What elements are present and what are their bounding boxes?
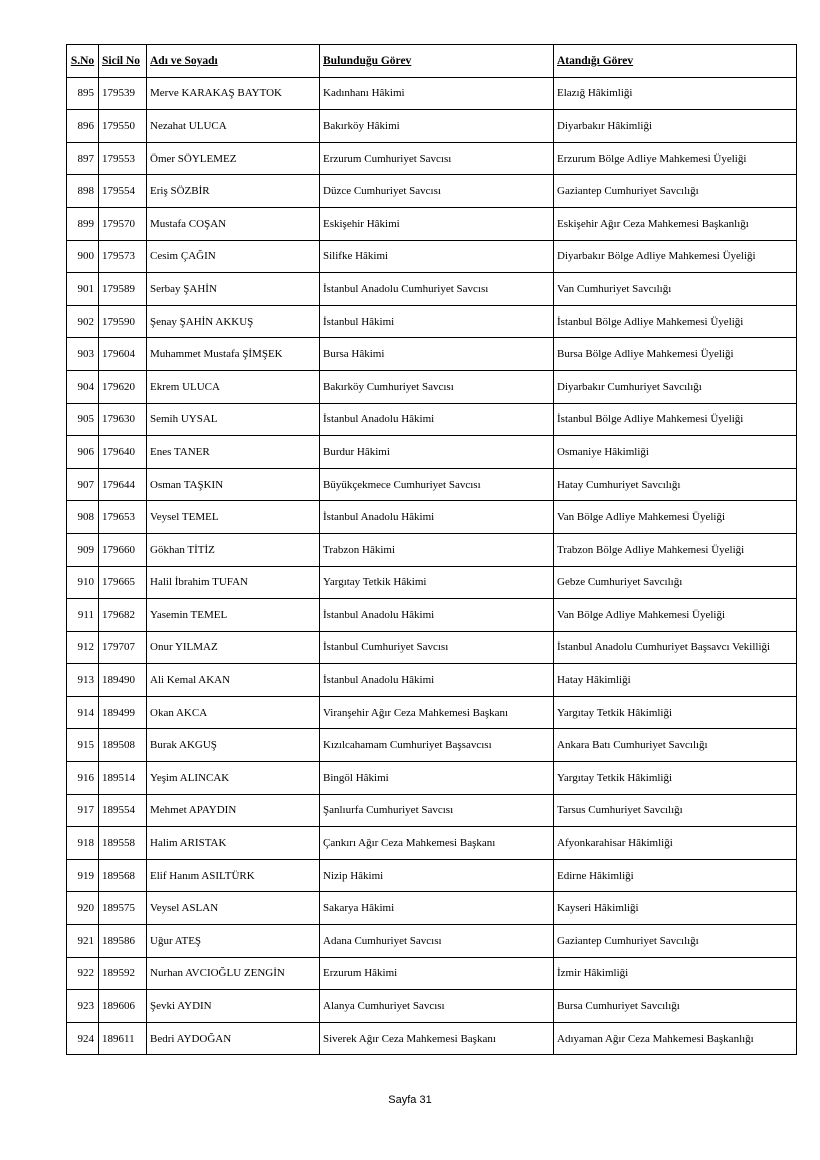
cell-assigned-duty: Bursa Bölge Adliye Mahkemesi Üyeliği xyxy=(554,338,797,371)
cell-sicil: 179573 xyxy=(99,240,147,273)
cell-current-duty: Yargıtay Tetkik Hâkimi xyxy=(320,566,554,599)
cell-current-duty: Çankırı Ağır Ceza Mahkemesi Başkanı xyxy=(320,827,554,860)
cell-name: Veysel TEMEL xyxy=(147,501,320,534)
cell-sicil: 179570 xyxy=(99,207,147,240)
cell-current-duty: Trabzon Hâkimi xyxy=(320,533,554,566)
header-sno: S.No xyxy=(67,45,99,78)
cell-current-duty: Bakırköy Cumhuriyet Savcısı xyxy=(320,370,554,403)
table-row xyxy=(67,110,797,143)
cell-sicil: 179589 xyxy=(99,273,147,306)
cell-current-duty: Erzurum Cumhuriyet Savcısı xyxy=(320,142,554,175)
cell-assigned-duty: Diyarbakır Bölge Adliye Mahkemesi Üyeliği xyxy=(554,240,797,273)
cell-current-duty: İstanbul Anadolu Hâkimi xyxy=(320,664,554,697)
cell-sno: 907 xyxy=(67,468,99,501)
cell-sno: 921 xyxy=(67,925,99,958)
cell-assigned-duty: Van Bölge Adliye Mahkemesi Üyeliği xyxy=(554,599,797,632)
table-row xyxy=(67,990,797,1023)
cell-name: Ekrem ULUCA xyxy=(147,370,320,403)
table-row xyxy=(67,794,797,827)
cell-sno: 918 xyxy=(67,827,99,860)
cell-name: Yeşim ALINCAK xyxy=(147,762,320,795)
cell-current-duty: Alanya Cumhuriyet Savcısı xyxy=(320,990,554,1023)
table-row xyxy=(67,729,797,762)
cell-sno: 895 xyxy=(67,77,99,110)
cell-current-duty: Burdur Hâkimi xyxy=(320,436,554,469)
cell-assigned-duty: Edirne Hâkimliği xyxy=(554,859,797,892)
cell-sno: 916 xyxy=(67,762,99,795)
cell-sno: 903 xyxy=(67,338,99,371)
cell-current-duty: Kızılcahamam Cumhuriyet Başsavcısı xyxy=(320,729,554,762)
cell-assigned-duty: Osmaniye Hâkimliği xyxy=(554,436,797,469)
cell-sno: 914 xyxy=(67,696,99,729)
cell-sno: 910 xyxy=(67,566,99,599)
cell-sicil: 189568 xyxy=(99,859,147,892)
table-row xyxy=(67,566,797,599)
cell-current-duty: Bingöl Hâkimi xyxy=(320,762,554,795)
cell-name: Mehmet APAYDIN xyxy=(147,794,320,827)
table-row xyxy=(67,859,797,892)
cell-name: Nurhan AVCIOĞLU ZENGİN xyxy=(147,957,320,990)
cell-name: Veysel ASLAN xyxy=(147,892,320,925)
cell-sno: 909 xyxy=(67,533,99,566)
table-row xyxy=(67,599,797,632)
cell-assigned-duty: Van Bölge Adliye Mahkemesi Üyeliği xyxy=(554,501,797,534)
cell-assigned-duty: Hatay Cumhuriyet Savcılığı xyxy=(554,468,797,501)
cell-name: Okan AKCA xyxy=(147,696,320,729)
cell-name: Onur YILMAZ xyxy=(147,631,320,664)
cell-current-duty: Bursa Hâkimi xyxy=(320,338,554,371)
table-row xyxy=(67,468,797,501)
cell-current-duty: Şanlıurfa Cumhuriyet Savcısı xyxy=(320,794,554,827)
table-row xyxy=(67,892,797,925)
cell-sno: 901 xyxy=(67,273,99,306)
cell-sicil: 179630 xyxy=(99,403,147,436)
cell-current-duty: Nizip Hâkimi xyxy=(320,859,554,892)
header-name: Adı ve Soyadı xyxy=(147,45,320,78)
cell-assigned-duty: Gaziantep Cumhuriyet Savcılığı xyxy=(554,175,797,208)
cell-sno: 900 xyxy=(67,240,99,273)
cell-assigned-duty: Yargıtay Tetkik Hâkimliği xyxy=(554,762,797,795)
table-row xyxy=(67,533,797,566)
table-row xyxy=(67,403,797,436)
cell-name: Halil İbrahim TUFAN xyxy=(147,566,320,599)
header-current-duty: Bulunduğu Görev xyxy=(320,45,554,78)
cell-assigned-duty: Adıyaman Ağır Ceza Mahkemesi Başkanlığı xyxy=(554,1022,797,1055)
cell-sno: 902 xyxy=(67,305,99,338)
cell-sno: 905 xyxy=(67,403,99,436)
cell-current-duty: Silifke Hâkimi xyxy=(320,240,554,273)
cell-sicil: 189586 xyxy=(99,925,147,958)
table-row xyxy=(67,664,797,697)
cell-sno: 913 xyxy=(67,664,99,697)
cell-current-duty: Adana Cumhuriyet Savcısı xyxy=(320,925,554,958)
cell-assigned-duty: Gebze Cumhuriyet Savcılığı xyxy=(554,566,797,599)
cell-sicil: 179553 xyxy=(99,142,147,175)
cell-assigned-duty: Ankara Batı Cumhuriyet Savcılığı xyxy=(554,729,797,762)
cell-sicil: 189606 xyxy=(99,990,147,1023)
cell-sicil: 189554 xyxy=(99,794,147,827)
table-row xyxy=(67,207,797,240)
cell-name: Mustafa COŞAN xyxy=(147,207,320,240)
table-row xyxy=(67,175,797,208)
cell-sno: 923 xyxy=(67,990,99,1023)
cell-assigned-duty: Eskişehir Ağır Ceza Mahkemesi Başkanlığı xyxy=(554,207,797,240)
cell-sicil: 189575 xyxy=(99,892,147,925)
cell-current-duty: İstanbul Anadolu Hâkimi xyxy=(320,403,554,436)
cell-sicil: 189611 xyxy=(99,1022,147,1055)
cell-current-duty: İstanbul Hâkimi xyxy=(320,305,554,338)
cell-current-duty: Bakırköy Hâkimi xyxy=(320,110,554,143)
cell-name: Serbay ŞAHİN xyxy=(147,273,320,306)
cell-sicil: 179653 xyxy=(99,501,147,534)
cell-assigned-duty: Diyarbakır Cumhuriyet Savcılığı xyxy=(554,370,797,403)
page-number: Sayfa 31 xyxy=(388,1094,432,1106)
cell-sicil: 189592 xyxy=(99,957,147,990)
table-row xyxy=(67,370,797,403)
cell-sno: 908 xyxy=(67,501,99,534)
cell-name: Semih UYSAL xyxy=(147,403,320,436)
cell-sicil: 189499 xyxy=(99,696,147,729)
table-row xyxy=(67,240,797,273)
cell-name: Şenay ŞAHİN AKKUŞ xyxy=(147,305,320,338)
cell-name: Burak AKGUŞ xyxy=(147,729,320,762)
cell-sno: 912 xyxy=(67,631,99,664)
cell-name: Elif Hanım ASILTÜRK xyxy=(147,859,320,892)
cell-current-duty: Kadınhanı Hâkimi xyxy=(320,77,554,110)
cell-sicil: 179550 xyxy=(99,110,147,143)
table-row xyxy=(67,305,797,338)
cell-assigned-duty: Kayseri Hâkimliği xyxy=(554,892,797,925)
table-row xyxy=(67,696,797,729)
cell-sicil: 189508 xyxy=(99,729,147,762)
cell-name: Osman TAŞKIN xyxy=(147,468,320,501)
cell-name: Yasemin TEMEL xyxy=(147,599,320,632)
cell-current-duty: Sakarya Hâkimi xyxy=(320,892,554,925)
table-header-row xyxy=(67,45,797,78)
cell-assigned-duty: İzmir Hâkimliği xyxy=(554,957,797,990)
cell-name: Uğur ATEŞ xyxy=(147,925,320,958)
cell-sno: 917 xyxy=(67,794,99,827)
header-assigned-duty: Atandığı Görev xyxy=(554,45,797,78)
cell-assigned-duty: Erzurum Bölge Adliye Mahkemesi Üyeliği xyxy=(554,142,797,175)
cell-current-duty: Erzurum Hâkimi xyxy=(320,957,554,990)
cell-sicil: 179644 xyxy=(99,468,147,501)
cell-sno: 906 xyxy=(67,436,99,469)
cell-sno: 920 xyxy=(67,892,99,925)
cell-sicil: 189490 xyxy=(99,664,147,697)
table-row xyxy=(67,1022,797,1055)
cell-assigned-duty: Afyonkarahisar Hâkimliği xyxy=(554,827,797,860)
cell-current-duty: Düzce Cumhuriyet Savcısı xyxy=(320,175,554,208)
cell-assigned-duty: İstanbul Bölge Adliye Mahkemesi Üyeliği xyxy=(554,403,797,436)
cell-sicil: 179554 xyxy=(99,175,147,208)
cell-current-duty: Viranşehir Ağır Ceza Mahkemesi Başkanı xyxy=(320,696,554,729)
cell-sicil: 179604 xyxy=(99,338,147,371)
cell-name: Enes TANER xyxy=(147,436,320,469)
cell-assigned-duty: Diyarbakır Hâkimliği xyxy=(554,110,797,143)
cell-sno: 922 xyxy=(67,957,99,990)
cell-assigned-duty: Trabzon Bölge Adliye Mahkemesi Üyeliği xyxy=(554,533,797,566)
cell-assigned-duty: Van Cumhuriyet Savcılığı xyxy=(554,273,797,306)
cell-name: Merve KARAKAŞ BAYTOK xyxy=(147,77,320,110)
cell-current-duty: İstanbul Anadolu Hâkimi xyxy=(320,501,554,534)
table-row xyxy=(67,273,797,306)
table-row xyxy=(67,501,797,534)
cell-sicil: 179665 xyxy=(99,566,147,599)
cell-sicil: 179620 xyxy=(99,370,147,403)
cell-name: Bedri AYDOĞAN xyxy=(147,1022,320,1055)
table-row xyxy=(67,436,797,469)
cell-assigned-duty: Hatay Hâkimliği xyxy=(554,664,797,697)
cell-sicil: 179707 xyxy=(99,631,147,664)
cell-name: Gökhan TİTİZ xyxy=(147,533,320,566)
cell-sicil: 179539 xyxy=(99,77,147,110)
cell-sno: 896 xyxy=(67,110,99,143)
cell-current-duty: Büyükçekmece Cumhuriyet Savcısı xyxy=(320,468,554,501)
cell-sicil: 189558 xyxy=(99,827,147,860)
table-row xyxy=(67,762,797,795)
cell-sno: 904 xyxy=(67,370,99,403)
cell-sno: 898 xyxy=(67,175,99,208)
assignment-table xyxy=(66,44,797,1055)
table-row xyxy=(67,925,797,958)
cell-sno: 897 xyxy=(67,142,99,175)
cell-sno: 915 xyxy=(67,729,99,762)
cell-name: Şevki AYDIN xyxy=(147,990,320,1023)
cell-sicil: 179682 xyxy=(99,599,147,632)
table-row xyxy=(67,827,797,860)
cell-assigned-duty: Gaziantep Cumhuriyet Savcılığı xyxy=(554,925,797,958)
cell-assigned-duty: İstanbul Anadolu Cumhuriyet Başsavcı Vekilliği xyxy=(554,631,797,664)
cell-current-duty: Siverek Ağır Ceza Mahkemesi Başkanı xyxy=(320,1022,554,1055)
cell-name: Ömer SÖYLEMEZ xyxy=(147,142,320,175)
cell-sno: 919 xyxy=(67,859,99,892)
cell-sno: 911 xyxy=(67,599,99,632)
cell-sicil: 179660 xyxy=(99,533,147,566)
table-row xyxy=(67,631,797,664)
cell-assigned-duty: Tarsus Cumhuriyet Savcılığı xyxy=(554,794,797,827)
cell-current-duty: İstanbul Cumhuriyet Savcısı xyxy=(320,631,554,664)
cell-sno: 924 xyxy=(67,1022,99,1055)
cell-sicil: 179640 xyxy=(99,436,147,469)
cell-sicil: 189514 xyxy=(99,762,147,795)
table-row xyxy=(67,142,797,175)
cell-name: Nezahat ULUCA xyxy=(147,110,320,143)
cell-assigned-duty: Yargıtay Tetkik Hâkimliği xyxy=(554,696,797,729)
cell-name: Cesim ÇAĞIN xyxy=(147,240,320,273)
cell-current-duty: İstanbul Anadolu Cumhuriyet Savcısı xyxy=(320,273,554,306)
cell-assigned-duty: Elazığ Hâkimliği xyxy=(554,77,797,110)
cell-current-duty: İstanbul Anadolu Hâkimi xyxy=(320,599,554,632)
header-sicil: Sicil No xyxy=(99,45,147,78)
cell-assigned-duty: İstanbul Bölge Adliye Mahkemesi Üyeliği xyxy=(554,305,797,338)
cell-name: Halim ARISTAK xyxy=(147,827,320,860)
cell-sicil: 179590 xyxy=(99,305,147,338)
table-row xyxy=(67,77,797,110)
cell-name: Eriş SÖZBİR xyxy=(147,175,320,208)
cell-name: Ali Kemal AKAN xyxy=(147,664,320,697)
cell-assigned-duty: Bursa Cumhuriyet Savcılığı xyxy=(554,990,797,1023)
table-row xyxy=(67,957,797,990)
cell-current-duty: Eskişehir Hâkimi xyxy=(320,207,554,240)
cell-name: Muhammet Mustafa ŞİMŞEK xyxy=(147,338,320,371)
cell-sno: 899 xyxy=(67,207,99,240)
table-row xyxy=(67,338,797,371)
